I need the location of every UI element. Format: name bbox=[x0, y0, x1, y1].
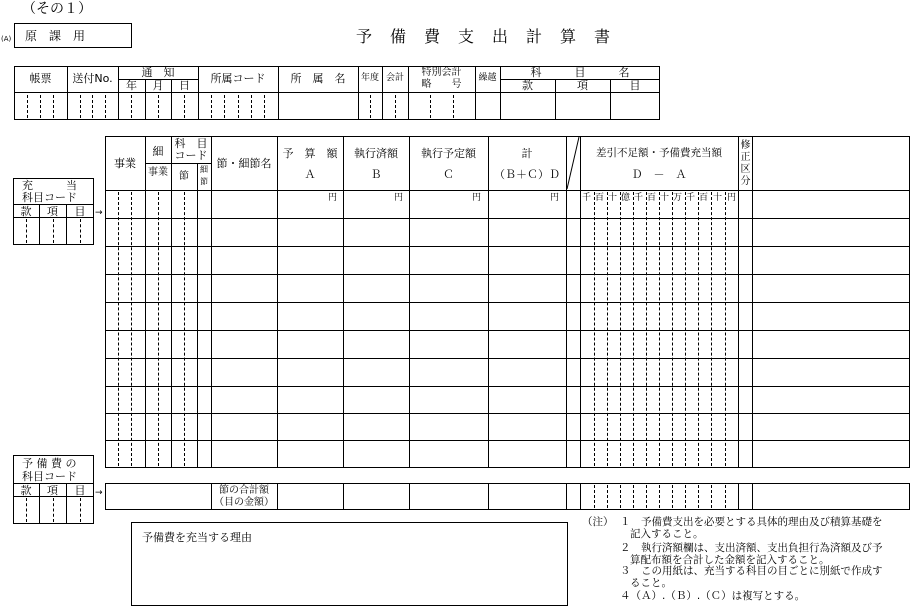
note-3-cont: ること。 bbox=[630, 577, 672, 589]
reserve-moku: 目 bbox=[74, 484, 86, 497]
note-2: ２ 執行済額欄は、支出済額、支出負担行為済額及び予 bbox=[620, 542, 883, 554]
col-setsu-name: 節・細節名 bbox=[216, 157, 272, 170]
col-planned: 執行予定額 bbox=[421, 147, 476, 160]
col-revision: 修正区分 bbox=[740, 140, 751, 187]
arrow-icon: → bbox=[95, 488, 103, 498]
doc-title: 予 備 費 支 出 計 算 書 bbox=[356, 27, 612, 46]
col-total-formula: （Ｂ＋Ｃ）Ｄ bbox=[494, 168, 560, 181]
col-planned-letter: Ｃ bbox=[443, 168, 454, 181]
col-fiscal-year: 年度 bbox=[360, 73, 379, 83]
col-day: 日 bbox=[179, 79, 190, 92]
col-month: 月 bbox=[152, 79, 164, 92]
note-3: ３ この用紙は、充当する科目の目ごとに別紙で作成す bbox=[620, 565, 883, 577]
diagonal-divider bbox=[566, 136, 580, 190]
col-moku: 目 bbox=[629, 79, 641, 92]
col-slip: 帳票 bbox=[29, 72, 52, 85]
subtotal-sublabel: （目の金額） bbox=[214, 497, 274, 508]
allot-kou: 項 bbox=[47, 205, 58, 218]
col-kamoku: 科 目 bbox=[174, 137, 208, 150]
reason-box[interactable] bbox=[131, 522, 568, 606]
col-total: 計 bbox=[521, 147, 533, 160]
digit-label: 十 bbox=[660, 193, 670, 203]
yen-total: 円 bbox=[550, 193, 560, 203]
digit-label: 千 bbox=[686, 193, 696, 203]
note-1-cont: 記入すること。 bbox=[630, 528, 704, 540]
col-executed-letter: Ｂ bbox=[370, 168, 382, 181]
copy-mark: (A) bbox=[1, 35, 12, 43]
col-jigyo: 事業 bbox=[114, 157, 136, 170]
reserve-kan: 款 bbox=[20, 484, 32, 497]
col-dept-name: 所 属 名 bbox=[290, 72, 346, 85]
yen-budget: 円 bbox=[328, 193, 338, 203]
col-budget-letter: Ａ bbox=[304, 168, 316, 181]
digit-label: 千 bbox=[582, 193, 592, 203]
allot-moku: 目 bbox=[74, 205, 86, 218]
col-saisetsu: 細節 bbox=[200, 165, 208, 186]
col-special-account: 特別会計 bbox=[421, 67, 462, 78]
col-executed: 執行済額 bbox=[354, 147, 398, 160]
col-year: 年 bbox=[126, 79, 137, 92]
col-diff: 差引不足額・予備費充当額 bbox=[596, 147, 722, 159]
col-account: 会計 bbox=[385, 73, 404, 83]
col-item-name: 科 目 名 bbox=[530, 66, 630, 79]
yen-executed: 円 bbox=[394, 193, 404, 203]
digit-label: 円 bbox=[727, 193, 737, 203]
allot-title-code: 科目コード bbox=[22, 191, 77, 204]
reserve-title-code: 科目コード bbox=[22, 470, 77, 483]
col-budget: 予 算 額 bbox=[282, 147, 338, 160]
dept-label: 原 課 用 bbox=[25, 29, 86, 43]
col-send-no: 送付No. bbox=[72, 72, 113, 85]
note-2-cont: 算配布額を合計した金額を記入すること。 bbox=[630, 554, 830, 566]
reserve-title: 予 備 費 の bbox=[22, 457, 77, 470]
col-kamoku-code: コード bbox=[174, 149, 208, 162]
allot-kan: 款 bbox=[20, 205, 32, 218]
dept-box bbox=[14, 23, 132, 48]
digit-label: 十 bbox=[608, 193, 618, 203]
col-sai-jigyo: 事業 bbox=[148, 167, 168, 178]
digit-label: 百 bbox=[647, 193, 657, 203]
reason-label: 予備費を充当する理由 bbox=[142, 531, 252, 544]
note-1: １ 予備費支出を必要とする具体的理由及び積算基礎を bbox=[620, 516, 883, 528]
digit-label: 十 bbox=[713, 193, 723, 203]
digit-label: 百 bbox=[699, 193, 709, 203]
col-kou: 項 bbox=[577, 79, 588, 92]
col-diff-formula: Ｄ － Ａ bbox=[631, 168, 687, 181]
digit-label: 千 bbox=[634, 193, 644, 203]
note-4: ４（Ａ）.（Ｂ）.（Ｃ）は複写とする。 bbox=[620, 590, 806, 602]
reserve-kou: 項 bbox=[47, 484, 58, 497]
arrow-icon: → bbox=[95, 208, 103, 218]
col-special-abbr: 略 号 bbox=[421, 79, 462, 90]
digit-label: 万 bbox=[673, 193, 683, 203]
col-sai: 細 bbox=[152, 145, 164, 158]
digit-label: 億 bbox=[621, 193, 631, 203]
notes-heading: （注） bbox=[582, 516, 614, 528]
page-label: （その１） bbox=[22, 1, 92, 17]
col-kan: 款 bbox=[522, 79, 533, 92]
col-dept-code: 所属コード bbox=[210, 72, 266, 85]
allot-title: 充 当 bbox=[22, 179, 77, 192]
col-carryover: 繰越 bbox=[478, 73, 497, 83]
subtotal-label: 節の合計額 bbox=[219, 485, 269, 496]
col-notice: 通 知 bbox=[141, 66, 175, 79]
yen-planned: 円 bbox=[472, 193, 482, 203]
col-setsu: 節 bbox=[179, 171, 189, 182]
digit-label: 百 bbox=[595, 193, 605, 203]
